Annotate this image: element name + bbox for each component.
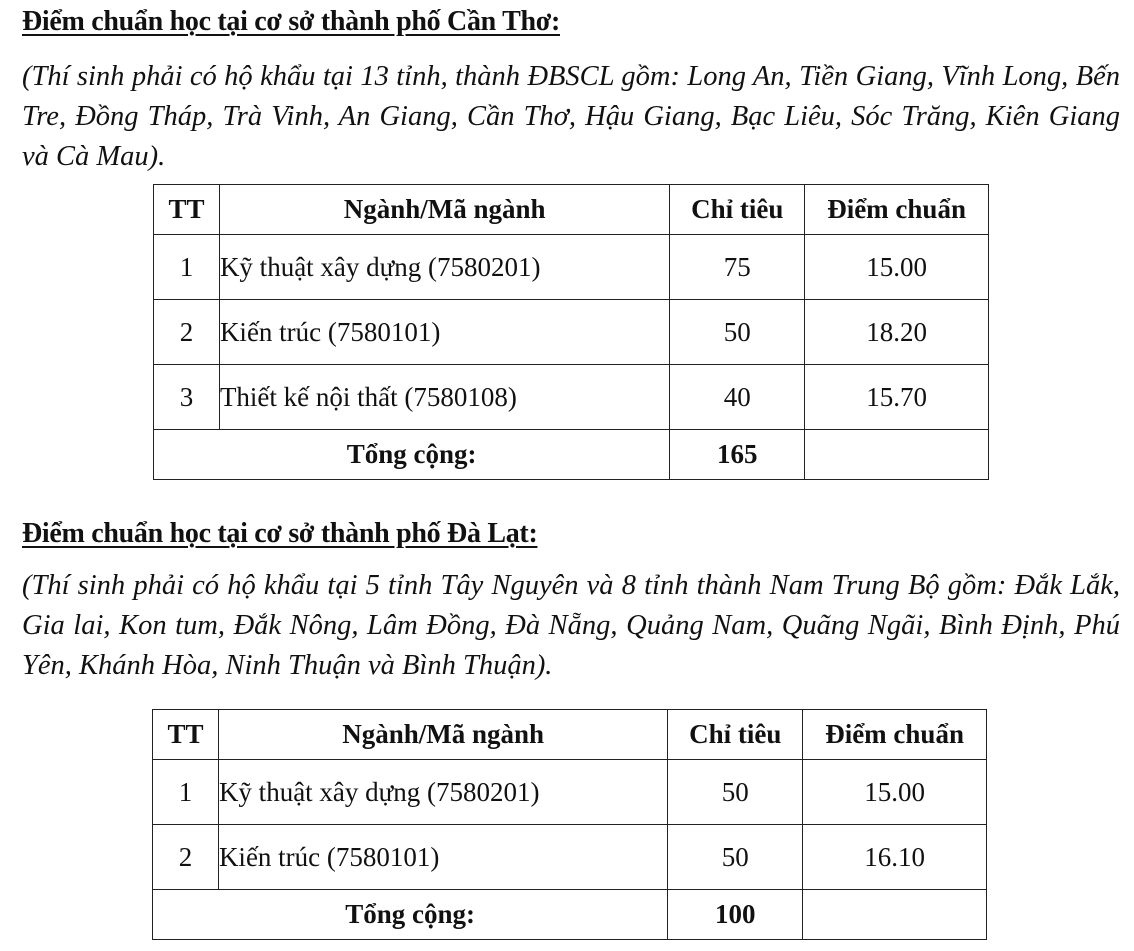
cell-quota: 50 (668, 760, 803, 825)
header-quota: Chỉ tiêu (670, 185, 805, 235)
header-score: Điểm chuẩn (803, 710, 987, 760)
cell-tt: 3 (154, 365, 220, 430)
total-score (803, 890, 987, 940)
total-score (805, 430, 989, 480)
cell-major: Kỹ thuật xây dựng (7580201) (219, 235, 669, 300)
table-header-row (154, 185, 989, 235)
cell-tt: 1 (154, 235, 220, 300)
cell-major: Kiến trúc (7580101) (219, 300, 669, 365)
table-row (154, 365, 989, 430)
table-row (153, 760, 987, 825)
total-quota: 165 (670, 430, 805, 480)
header-tt: TT (154, 185, 220, 235)
cell-quota: 50 (668, 825, 803, 890)
cell-tt: 2 (154, 300, 220, 365)
section-heading-can-tho: Điểm chuẩn học tại cơ sở thành phố Cần Thơ: (22, 6, 560, 37)
cell-tt: 2 (153, 825, 219, 890)
total-label: Tổng cộng: (153, 890, 668, 940)
table-row (153, 825, 987, 890)
table-total-row (154, 430, 989, 480)
total-label: Tổng cộng: (154, 430, 670, 480)
table-row (154, 300, 989, 365)
header-major: Ngành/Mã ngành (218, 710, 667, 760)
cell-score: 15.00 (803, 760, 987, 825)
header-score: Điểm chuẩn (805, 185, 989, 235)
eligibility-note-da-lat: (Thí sinh phải có hộ khẩu tại 5 tỉnh Tây Nguyên và 8 tỉnh thành Nam Trung Bộ gồm: Đắk Lắk, Gia lai, Kon tum, Đắk Nông, Lâm Đồng, Đà Nẵng, Quảng Nam, Quãng Ngãi, Bình Định, Phú Yên, Khánh Hòa, Ninh Thuận và Bình Thuận). (22, 570, 1120, 681)
score-table-da-lat (152, 709, 987, 940)
section-heading-da-lat: Điểm chuẩn học tại cơ sở thành phố Đà Lạt: (22, 518, 538, 549)
cell-score: 18.20 (805, 300, 989, 365)
cell-major: Thiết kế nội thất (7580108) (219, 365, 669, 430)
eligibility-note-can-tho: (Thí sinh phải có hộ khẩu tại 13 tỉnh, thành ĐBSCL gồm: Long An, Tiền Giang, Vĩnh Long, Bến Tre, Đồng Tháp, Trà Vinh, An Giang, Cần Thơ, Hậu Giang, Bạc Liêu, Sóc Trăng, Kiên Giang và Cà Mau). (22, 61, 1120, 172)
cell-score: 15.00 (805, 235, 989, 300)
table-header-row (153, 710, 987, 760)
cell-quota: 40 (670, 365, 805, 430)
cell-quota: 75 (670, 235, 805, 300)
score-table-can-tho (153, 184, 989, 480)
cell-score: 15.70 (805, 365, 989, 430)
table-total-row (153, 890, 987, 940)
header-tt: TT (153, 710, 219, 760)
header-quota: Chỉ tiêu (668, 710, 803, 760)
cell-major: Kiến trúc (7580101) (218, 825, 667, 890)
cell-major: Kỹ thuật xây dựng (7580201) (218, 760, 667, 825)
cell-tt: 1 (153, 760, 219, 825)
total-quota: 100 (668, 890, 803, 940)
cell-quota: 50 (670, 300, 805, 365)
table-row (154, 235, 989, 300)
header-major: Ngành/Mã ngành (219, 185, 669, 235)
cell-score: 16.10 (803, 825, 987, 890)
